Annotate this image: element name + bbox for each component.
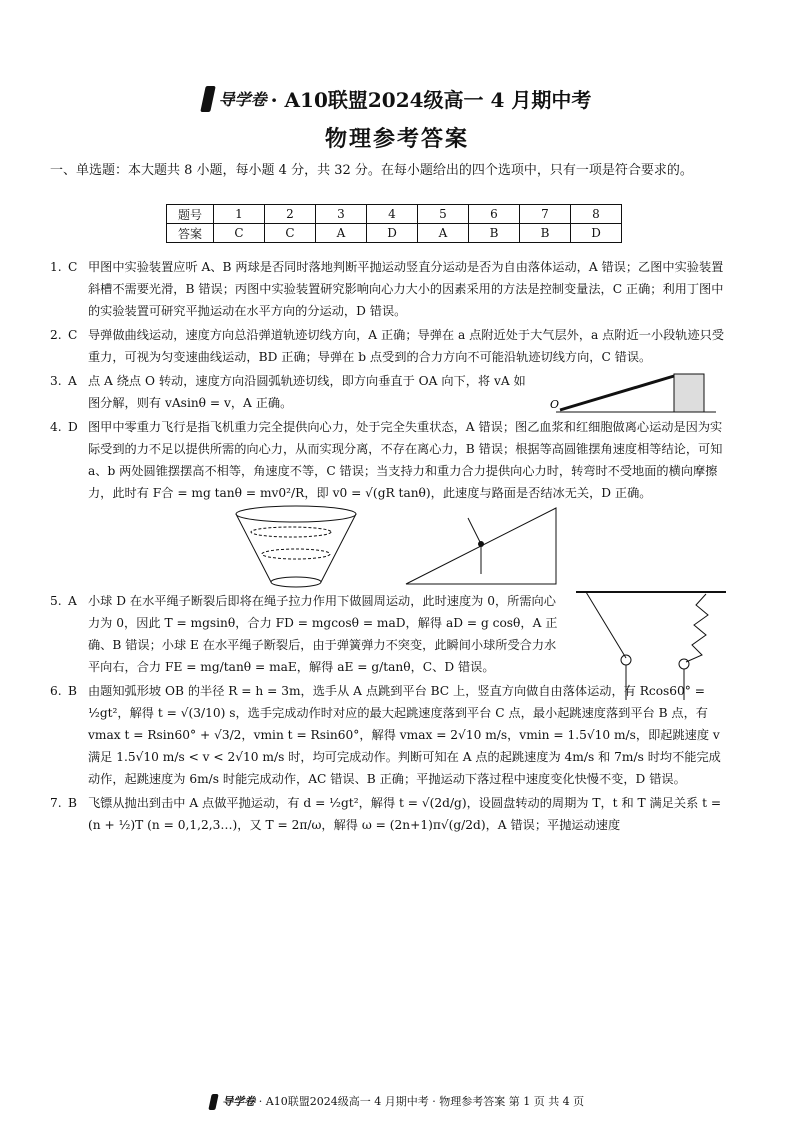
- item-answer: B: [68, 684, 77, 698]
- rod-figure: [546, 368, 726, 418]
- row-label: 题号: [167, 205, 214, 224]
- item-answer: D: [68, 420, 78, 434]
- table-cell: B: [520, 224, 571, 243]
- item-text: 图甲中零重力飞行是指飞机重力完全提供向心力，处于完全失重状态，A 错误；图乙血浆和红细胞做离心运动是因为实际受到的力不足以提供所需的向心力，从而实现分离，不存在离心力，B 错误；根据等高圆锥摆角速度相等结论，可知 a、b 两处圆锥摆摆高不相等，角速度不等，C 错误；当支持力和重力合力提供向心力时，转弯时不受地面的横向摩擦力，此时有 F合 = mg tanθ = mv0²/R，即 v0 = √(gR tanθ)，此速度与路面是否结冰无关，D 正确。: [88, 420, 723, 500]
- logo-icon: [200, 86, 216, 112]
- answer-explanations: [50, 256, 726, 838]
- item-number: 3.: [50, 374, 62, 388]
- item-answer: C: [68, 260, 78, 274]
- section-title: 一、单选题：本大题共 8 小题，每小题 4 分，共 32 分。在每小题给出的四个选项中，只有一项是符合要求的。: [50, 163, 693, 178]
- explanation-item-6: [50, 680, 726, 790]
- table-cell: 5: [418, 205, 469, 224]
- table-cell: C: [214, 224, 265, 243]
- answer-table-row-answers: [167, 224, 622, 243]
- brand-title: [203, 84, 592, 113]
- item-text: 飞镖从抛出到击中 A 点做平抛运动，有 d = ½gt²，解得 t = √(2d/g)，设圆盘转动的周期为 T，t 和 T 满足关系 t = (n + ½)T (n = 0,1,2,3…)，又 T = 2π/ω，解得 ω = (2n+1)π√(g/2d)，A 错误；平抛运动速度: [88, 796, 722, 832]
- logo-text: 导学卷: [218, 90, 267, 109]
- item-text: 小球 D 在水平绳子断裂后即将在绳子拉力作用下做圆周运动，此时速度为 0，所需向心力为 0，因此 T = mgsinθ，合力 FD = mgcosθ = maD，解得 aD = g cosθ，A 正确、B 错误；小球 E 在水平绳子断裂后，由于弹簧弹力不突变，此瞬间小球所受合力水平向右，合力 FE = mg/tanθ = maE，解得 aE = g/tanθ，C、D 错误。: [88, 594, 558, 674]
- table-cell: D: [367, 224, 418, 243]
- section-1: [50, 160, 750, 182]
- item-number: 6.: [50, 684, 62, 698]
- explanation-item-2: [50, 324, 726, 368]
- page-subtitle: 物理参考答案: [324, 125, 469, 152]
- explanation-item-5: [50, 590, 726, 678]
- table-cell: A: [418, 224, 469, 243]
- item-text: 导弹做曲线运动，速度方向总沿弹道轨迹切线方向，A 正确；导弹在 a 点附近处于大气层外，a 点附近一小段轨迹只受重力，可视为匀变速曲线运动，BD 正确；导弹在 b 点受到的合力方向不可能沿轨迹切线方向，C 错误。: [88, 328, 725, 364]
- item-answer: A: [68, 594, 77, 608]
- page-footer: [0, 1093, 794, 1110]
- explanation-item-7: [50, 792, 726, 836]
- item-answer: C: [68, 328, 78, 342]
- answer-table-row-numbers: [167, 205, 622, 224]
- table-cell: B: [469, 224, 520, 243]
- row-label: 答案: [167, 224, 214, 243]
- item-number: 1.: [50, 260, 62, 274]
- item-answer: B: [68, 796, 77, 810]
- table-cell: 2: [265, 205, 316, 224]
- item-number: 5.: [50, 594, 62, 608]
- explanation-item-3: [50, 370, 726, 414]
- item-number: 7.: [50, 796, 62, 810]
- item-answer: A: [68, 374, 77, 388]
- item-text: 甲图中实验装置应听 A、B 两球是否同时落地判断平抛运动竖直分运动是否为自由落体运动，A 错误；乙图中实验装置斜槽不需要光滑，B 错误；丙图中实验装置研究影响向心力大小的因素采用的方法是控制变量法，C 正确；利用丁图中的实验装置可研究平抛运动在水平方向的分运动，D 错误。: [88, 260, 724, 318]
- footer-text: · A10联盟2024级高一 4 月期中考 · 物理参考答案 第 1 页 共 4 页: [258, 1095, 585, 1108]
- page-header: [0, 84, 794, 153]
- table-cell: 1: [214, 205, 265, 224]
- exam-title: · A10联盟2024级高一 4 月期中考: [270, 88, 592, 112]
- table-cell: 7: [520, 205, 571, 224]
- explanation-item-1: [50, 256, 726, 322]
- footer-logo-text: 导学卷: [222, 1095, 256, 1108]
- table-cell: 6: [469, 205, 520, 224]
- item-number: 2.: [50, 328, 62, 342]
- logo-icon: [208, 1094, 218, 1110]
- item-text: 由题知弧形坡 OB 的半径 R = h = 3m，选手从 A 点跳到平台 BC 上，竖直方向做自由落体运动，有 Rcos60° = ½gt²，解得 t = √(3/10) s，选手完成动作时对应的最大起跳速度落到平台 C 点，最小起跳速度落到平台 B 点，有 vmax t = Rsin60° + √3/2，vmin t = Rsin60°，解得 vmax = 2√10 m/s，vmin = 1.5√10 m/s，即起跳速度 v 满足 1.5√10 m/s < v < 2√10 m/s 时，均可完成动作。判断可知在 A 点的起跳速度为 4m/s 和 7m/s 时均不能完成动作，起跳速度为 6m/s 时能完成动作，AC 错误、B 正确；平抛运动下落过程中速度变化快慢不变，D 错误。: [88, 684, 721, 786]
- table-cell: 3: [316, 205, 367, 224]
- table-cell: C: [265, 224, 316, 243]
- item-text: 点 A 绕点 O 转动，速度方向沿圆弧轨迹切线，即方向垂直于 OA 向下，将 vA 如图分解，则有 vAsinθ = v，A 正确。: [88, 374, 526, 410]
- explanation-item-4: [50, 416, 726, 588]
- item-number: 4.: [50, 420, 62, 434]
- answer-table: [166, 204, 622, 243]
- svg-text:O: O: [550, 398, 560, 411]
- table-cell: 4: [367, 205, 418, 224]
- table-cell: 8: [571, 205, 622, 224]
- cone-and-incline-figure: [76, 504, 726, 588]
- table-cell: A: [316, 224, 367, 243]
- table-cell: D: [571, 224, 622, 243]
